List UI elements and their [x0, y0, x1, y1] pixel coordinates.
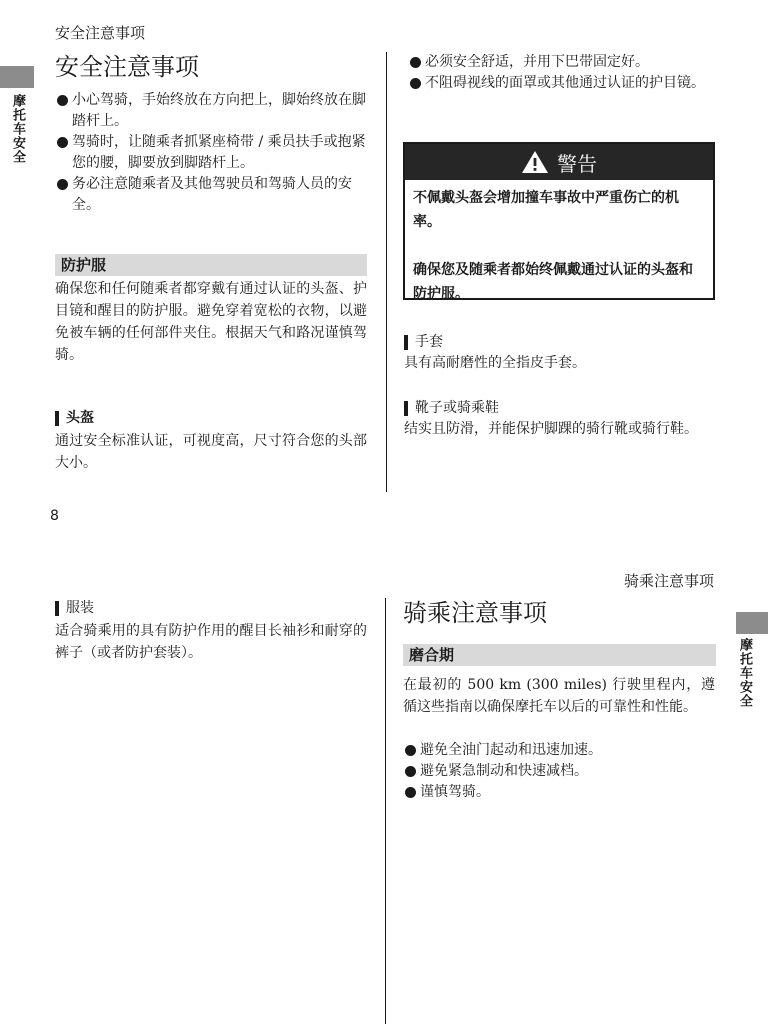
safety-bullet-list	[55, 90, 367, 216]
gloves-heading-label: 手套	[415, 334, 443, 350]
gloves-heading	[404, 332, 443, 352]
list-item: 避免紧急制动和快速减档。	[403, 761, 715, 782]
running-header-bottom: 骑乘注意事项	[623, 572, 714, 590]
list-item: 必须安全舒适，并用下巴带固定好。	[408, 52, 718, 73]
breakin-bullet-list	[403, 740, 715, 803]
side-tab-bottom	[736, 612, 768, 634]
riding-title: 骑乘注意事项	[403, 599, 547, 627]
breakin-text: 在最初的 500 km (300 miles) 行驶里程内，遵循这些指南以确保摩托车以后的可靠性和性能。	[403, 677, 715, 715]
heading-marker	[55, 601, 59, 616]
clothing-heading	[55, 598, 94, 618]
side-label-bottom: 摩托车安全	[737, 638, 752, 708]
running-header-top: 安全注意事项	[55, 24, 146, 42]
breakin-heading: 磨合期	[403, 644, 716, 666]
protective-clothing-heading: 防护服	[55, 254, 367, 276]
heading-marker	[404, 335, 408, 350]
page-title: 安全注意事项	[55, 53, 199, 81]
clothing-text: 适合骑乘用的具有防护作用的醒目长袖衫和耐穿的裤子（或者防护套装）。	[55, 623, 367, 661]
warning-text-2: 确保您及随乘者都始终佩戴通过认证的头盔和防护服。	[413, 262, 693, 302]
page-number: 8	[50, 508, 59, 524]
clothing-heading-label: 服装	[66, 600, 94, 616]
list-item: 避免全油门起动和迅速加速。	[403, 740, 715, 761]
list-item: 不阻碍视线的面罩或其他通过认证的护目镜。	[408, 73, 718, 94]
helmet-bullet-list	[408, 52, 718, 94]
list-item: 驾骑时，让随乘者抓紧座椅带 / 乘员扶手或抱紧您的腰，脚要放到脚踏杆上。	[55, 132, 367, 174]
helmet-heading-label: 头盔	[66, 410, 94, 426]
warning-title: 警告	[557, 151, 597, 176]
warning-box	[403, 142, 715, 300]
boots-heading	[404, 398, 499, 418]
warning-text-1: 不佩戴头盔会增加撞车事故中严重伤亡的机率。	[413, 190, 679, 230]
warning-header	[405, 144, 713, 180]
heading-marker	[404, 401, 408, 416]
list-item: 谨慎驾骑。	[403, 782, 715, 803]
gloves-text: 具有高耐磨性的全指皮手套。	[404, 355, 586, 371]
warning-triangle-icon	[521, 150, 549, 174]
side-tab-top	[0, 66, 34, 88]
helmet-heading	[55, 408, 94, 428]
column-divider-top	[386, 52, 387, 492]
column-divider-bottom	[385, 598, 386, 1024]
warning-body	[405, 180, 713, 312]
list-item: 小心驾骑，手始终放在方向把上，脚始终放在脚踏杆上。	[55, 90, 367, 132]
list-item: 务必注意随乘者及其他驾驶员和驾骑人员的安全。	[55, 174, 367, 216]
boots-heading-label: 靴子或骑乘鞋	[415, 400, 499, 416]
protective-clothing-text: 确保您和任何随乘者都穿戴有通过认证的头盔、护目镜和醒目的防护服。避免穿着宽松的衣物，以避免被车辆的任何部件夹住。根据天气和路况谨慎驾骑。	[55, 281, 367, 363]
helmet-text: 通过安全标准认证，可视度高，尺寸符合您的头部大小。	[55, 433, 367, 471]
heading-marker	[55, 411, 59, 426]
boots-text: 结实且防滑，并能保护脚踝的骑行靴或骑行鞋。	[404, 421, 698, 437]
side-label-top: 摩托车安全	[10, 94, 25, 164]
